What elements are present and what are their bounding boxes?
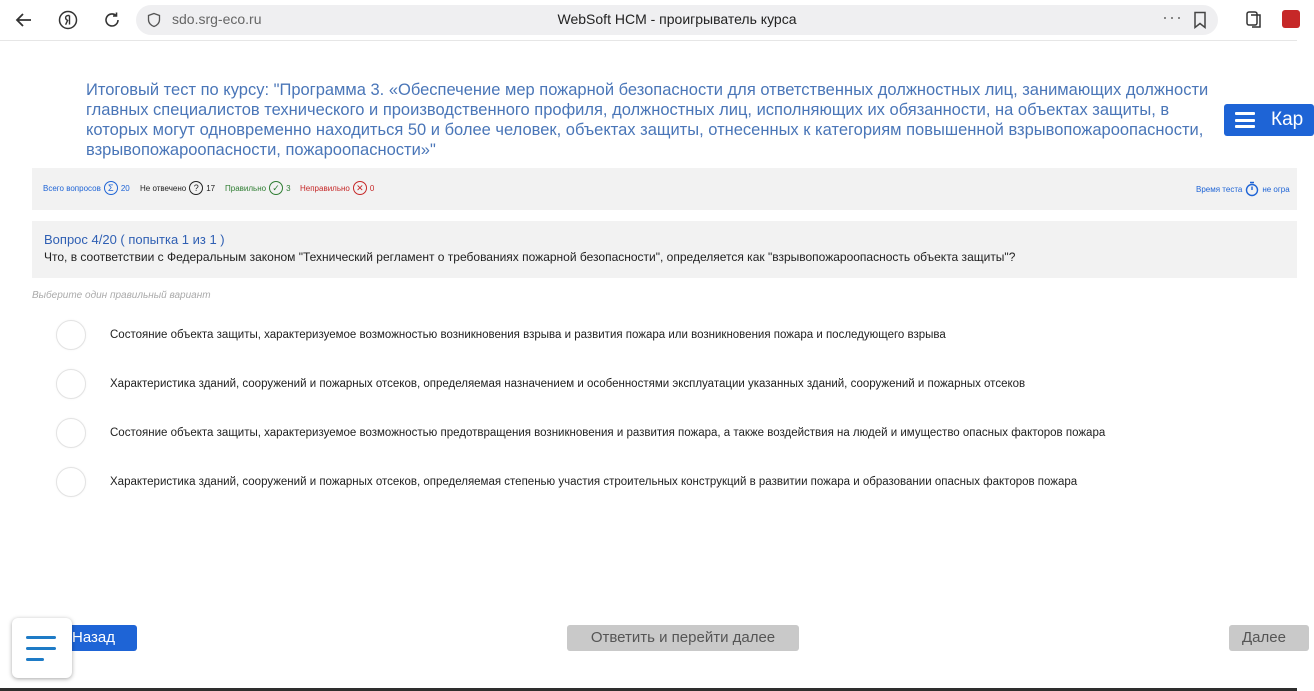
course-map-button[interactable] <box>1224 104 1314 136</box>
answer-option-text[interactable]: Характеристика зданий, сооружений и пожарных отсеков, определяемая степенью участия строительных конструкций в развитии пожара и образовании опасных факторов пожара <box>110 476 1078 488</box>
stat-total <box>43 181 130 195</box>
question-mark-icon: ? <box>189 181 203 195</box>
answer-option[interactable] <box>56 320 946 350</box>
address-bar[interactable] <box>136 5 1218 35</box>
answer-option-text[interactable]: Состояние объекта защиты, характеризуемое возможностью предотвращения возникновения и развития пожара, а также воздействия на людей и имущество опасных факторов пожара <box>110 427 1106 439</box>
bookmark-icon[interactable] <box>1192 11 1208 29</box>
answer-option-text[interactable]: Характеристика зданий, сооружений и пожарных отсеков, определяемая назначением и особенностями эксплуатации указанных зданий, сооружений и пожарных отсеков <box>110 378 1026 390</box>
stat-wrong-label: Неправильно <box>300 183 350 193</box>
cross-icon: ✕ <box>353 181 367 195</box>
more-icon[interactable]: ··· <box>1162 7 1183 27</box>
course-map-label: Кар <box>1271 109 1304 130</box>
stat-time-value: не огра <box>1262 184 1290 194</box>
tab-title: WebSoft HCM - проигрыватель курса <box>557 11 797 27</box>
back-button-label: Назад <box>72 629 115 646</box>
extension-icon[interactable] <box>1282 10 1300 28</box>
answer-radio[interactable] <box>56 467 86 497</box>
next-button-label: Далее <box>1242 629 1286 646</box>
stat-correct <box>225 181 291 195</box>
stat-correct-value: 3 <box>286 183 291 193</box>
answer-option[interactable] <box>56 467 1078 497</box>
url-text[interactable]: sdo.srg-eco.ru <box>172 11 262 27</box>
answer-option-text[interactable]: Состояние объекта защиты, характеризуемое возможностью возникновения взрыва и развития пожара или возникновения пожара и последующего взрыва <box>110 329 946 341</box>
stat-time <box>1196 181 1290 197</box>
check-icon: ✓ <box>269 181 283 195</box>
answer-radio[interactable] <box>56 320 86 350</box>
browser-toolbar <box>0 0 1297 41</box>
test-stats-bar <box>32 168 1297 210</box>
yandex-logo-icon[interactable] <box>56 8 80 32</box>
stat-unanswered-label: Не отвечено <box>140 183 187 193</box>
sigma-icon: Σ <box>104 181 118 195</box>
stopwatch-icon <box>1245 181 1259 197</box>
question-text: Что, в соответствии с Федеральным законом "Технический регламент о требованиях пожарной безопасности", определяется как "взрывопожароопасность объекта защиты"? <box>44 250 1016 264</box>
answer-radio[interactable] <box>56 369 86 399</box>
course-title: Итоговый тест по курсу: "Программа 3. «Обеспечение мер пожарной безопасности для ответственных должностных лиц, занимающих должности главных специалистов технического и производственного профиля, должностных лиц, исполняющих их обязанности, на объектах защиты, в которых могут одновременно находиться 50 и более человек, объектах защиты, отнесенных к категориям повышенной взрывопожароопасности, взрывопожароопасности, пожароопасности»" <box>86 81 1209 159</box>
answer-hint: Выберите один правильный вариант <box>32 290 211 301</box>
question-number: Вопрос 4/20 ( попытка 1 из 1 ) <box>44 232 225 247</box>
answer-option[interactable] <box>56 369 1026 399</box>
next-button[interactable] <box>1229 625 1309 651</box>
stat-wrong <box>300 181 374 195</box>
answer-radio[interactable] <box>56 418 86 448</box>
answer-option[interactable] <box>56 418 1106 448</box>
stat-time-label: Время теста <box>1196 184 1243 194</box>
hamburger-icon <box>1235 112 1255 128</box>
stat-total-label: Всего вопросов <box>43 183 101 193</box>
tabs-icon[interactable] <box>1244 9 1264 29</box>
stat-unanswered-value: 17 <box>206 183 216 193</box>
submit-answer-button[interactable]: Ответить и перейти далее <box>567 625 799 651</box>
back-arrow-icon[interactable] <box>12 8 36 32</box>
floating-menu-button[interactable] <box>12 618 72 678</box>
stat-wrong-value: 0 <box>369 183 375 193</box>
stat-unanswered <box>140 181 215 195</box>
stat-total-value: 20 <box>120 183 130 193</box>
stat-correct-label: Правильно <box>225 183 267 193</box>
back-button[interactable] <box>66 625 137 651</box>
reload-icon[interactable] <box>100 8 124 32</box>
question-block <box>32 221 1297 278</box>
